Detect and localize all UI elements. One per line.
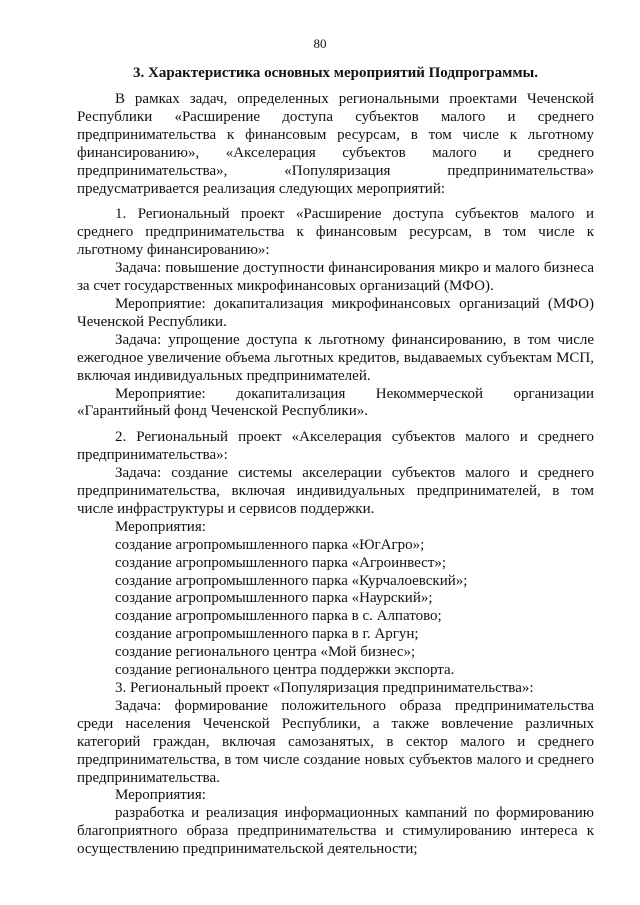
list-item: создание агропромышленного парка в с. Алпатово;	[115, 608, 442, 625]
document-body	[77, 64, 594, 859]
page-number: 80	[313, 36, 327, 51]
project3-measures-label: Мероприятия:	[115, 787, 206, 804]
list-item: создание агропромышленного парка «Агроинвест»;	[115, 554, 447, 571]
project1-task2: Задача: упрощение доступа к льготному финансированию, в том числе ежегодное увеличение объема льготных кредитов, выдаваемых субъектам МСП, включая индивидуальных предпринимателей.	[77, 331, 594, 384]
list-item: создание агропромышленного парка «ЮгАгро»;	[115, 536, 425, 553]
list-item: создание агропромышленного парка в г. Аргун;	[115, 626, 419, 643]
project1-title: 1. Региональный проект «Расширение доступа субъектов малого и среднего предпринимательства к финансовым ресурсам, в том числе к льготному финансированию»:	[77, 206, 594, 259]
list-item: создание регионального центра поддержки экспорта.	[115, 662, 455, 679]
list-item: создание агропромышленного парка «Курчалоевский»;	[115, 572, 468, 589]
list-item: создание агропромышленного парка «Наурский»;	[115, 590, 433, 607]
project3-title: 3. Региональный проект «Популяризация предпринимательства»:	[115, 680, 534, 696]
project1-measure1: Мероприятие: докапитализация микрофинансовых организаций (МФО) Чеченской Республики.	[77, 295, 594, 330]
section-heading: 3. Характеристика основных мероприятий Подпрограммы.	[132, 65, 538, 81]
list-item: создание регионального центра «Мой бизнес»;	[115, 644, 416, 661]
project2-task: Задача: создание системы акселерации субъектов малого и среднего предпринимательства, включая индивидуальных предпринимателей, в том числе инфраструктуры и сервисов поддержки.	[77, 465, 594, 517]
project1-measure2: Мероприятие: докапитализация Некоммерческой организации «Гарантийный фонд Чеченской Республики».	[77, 385, 594, 420]
project3-task: Задача: формирование положительного образа предпринимательства среди населения Чеченской Республики, а также вовлечение различных категорий граждан, включая самозанятых, в сектор малого и среднего предпринимательства, в том числе создание новых субъектов малого и среднего предпринимательства.	[77, 697, 594, 786]
project2-title: 2. Региональный проект «Акселерация субъектов малого и среднего предпринимательства»:	[77, 429, 594, 464]
project1-task1: Задача: повышение доступности финансирования микро и малого бизнеса за счет государственных микрофинансовых организаций (МФО).	[77, 260, 594, 295]
intro-paragraph: В рамках задач, определенных региональными проектами Чеченской Республики «Расширение доступа субъектов малого и среднего предпринимательства к финансовым ресурсам, в том числе к льготному финансированию», «Акселерация субъектов малого и среднего предпринимательства», «Популяризация предпринимательства» предусматривается реализация следующих мероприятий:	[77, 91, 594, 197]
project3-measure1: разработка и реализация информационных кампаний по формированию благоприятного образа предпринимательства и стимулированию интереса к осуществлению предпринимательской деятельности;	[77, 805, 594, 858]
project2-measures-label: Мероприятия:	[115, 518, 206, 535]
